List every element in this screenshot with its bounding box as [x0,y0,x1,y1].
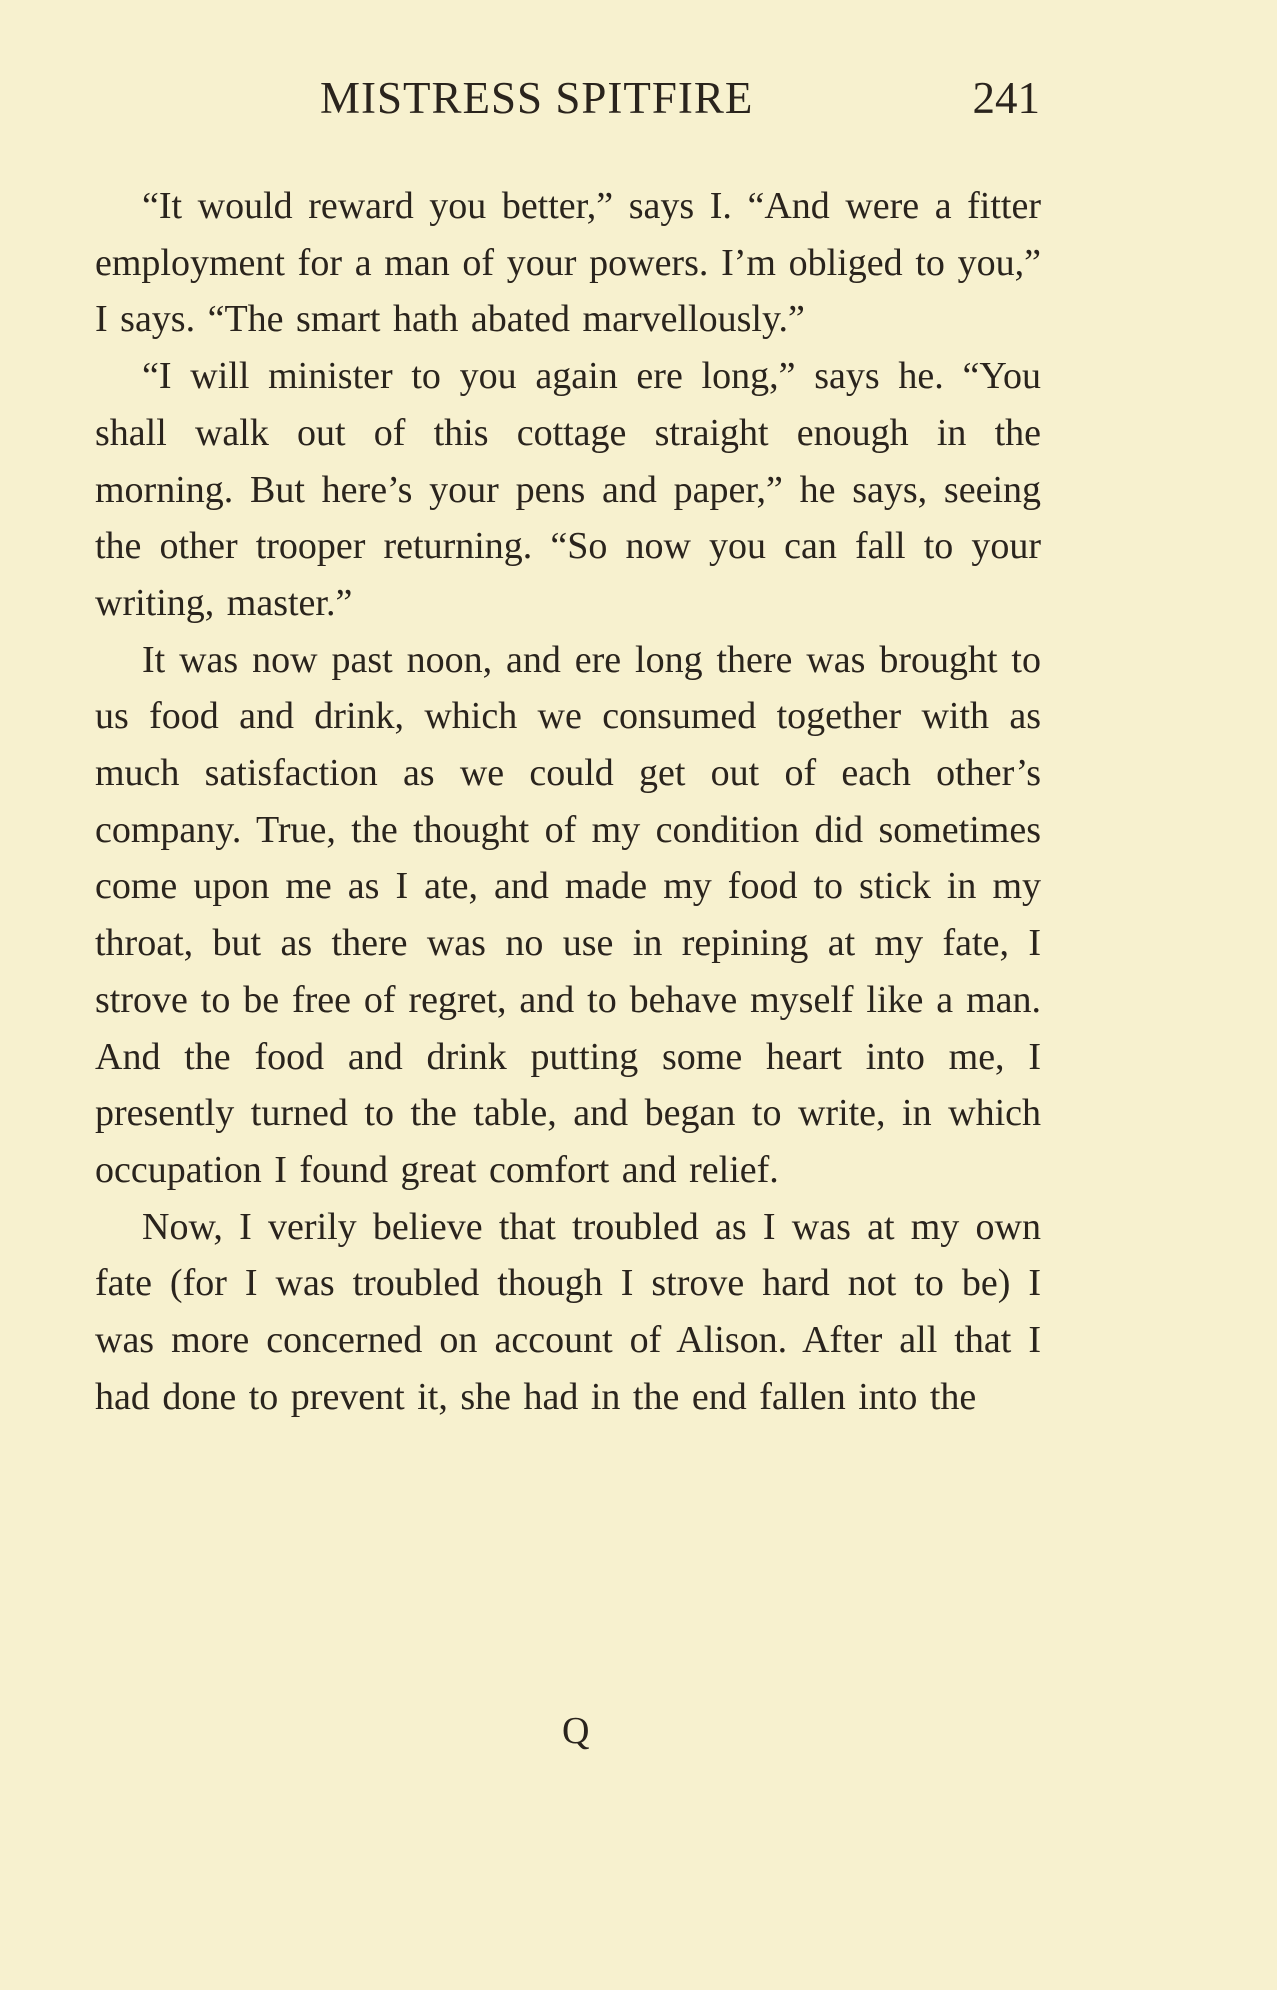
signature-mark: Q [562,1710,590,1752]
paragraph-3: It was now past noon, and ere long there was brought to us food and drink, which we consumed together with as much satisfaction as we could get out of each other’s company. True, the thought of my condition did sometimes come upon me as I ate, and made my food to stick in my throat, but as there was no use in repining at my fate, I strove to be free of regret, and to behave myself like a man. And the food and drink putting some heart into me, I presently turned to the table, and began to write, in which occupation I found great comfort and relief. [95,638,1041,1191]
paragraph-4: Now, I verily believe that troubled as I was at my own fate (for I was troubled though I strove hard not to be) I was more concerned on account of Alison. After all that I had done to prevent it, she had in the end fallen into the [95,1205,1041,1418]
body-text [95,178,1041,1425]
running-title: MISTRESS SPITFIRE [320,73,754,123]
paragraph-1: “It would reward you better,” says I. “And were a fitter employment for a man of your powers. I’m obliged to you,” I says. “The smart hath abated marvellously.” [95,185,1041,341]
paragraph-2: “I will minister to you again ere long,” says he. “You shall walk out of this cottage straight enough in the morning. But here’s your pens and paper,” he says, seeing the other trooper returning. “So now you can fall to your writing, master.” [95,355,1041,624]
page-number: 241 [972,73,1040,123]
running-head [320,72,1040,132]
